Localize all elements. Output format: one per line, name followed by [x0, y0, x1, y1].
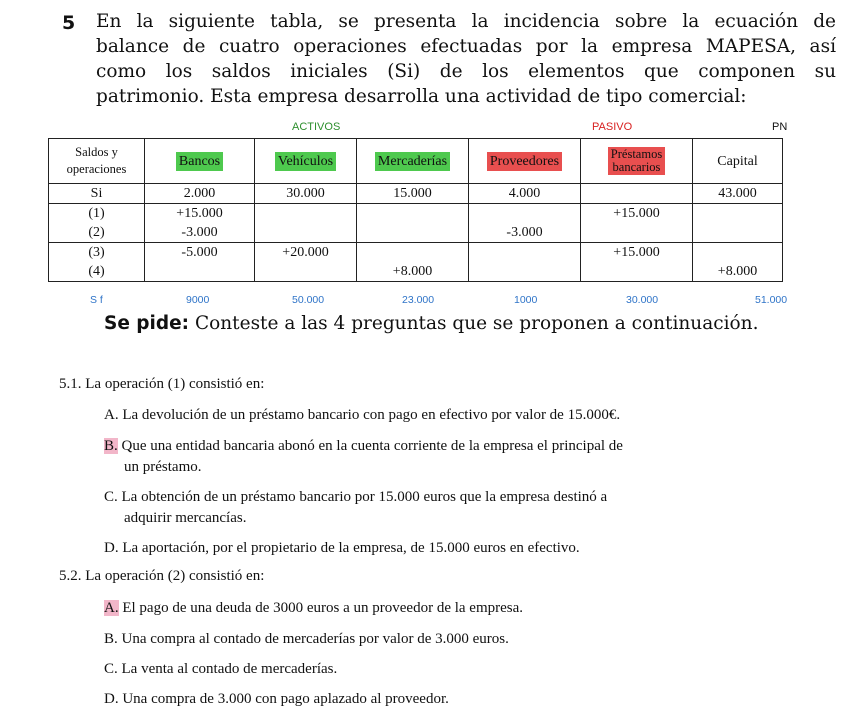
final-balance-label: S f — [90, 294, 103, 306]
table-row — [49, 243, 783, 263]
table-cell — [581, 184, 693, 204]
table-cell: 30.000 — [255, 184, 357, 204]
table-cell: 15.000 — [357, 184, 469, 204]
intro-line: balance de cuatro operaciones efectuadas por la empresa MAPESA, así — [96, 36, 836, 57]
table-cell — [357, 204, 469, 224]
header-bancos — [145, 139, 255, 184]
table-cell: 2.000 — [145, 184, 255, 204]
table-cell — [693, 243, 783, 263]
q52-option-d[interactable] — [104, 689, 449, 710]
group-label-pasivo: PASIVO — [592, 121, 633, 133]
option-letter: A. — [104, 407, 119, 423]
q51-option-b[interactable] — [104, 436, 623, 478]
header-proveedores — [469, 139, 581, 184]
q52-option-b[interactable] — [104, 629, 509, 650]
balance-table — [48, 138, 783, 282]
table-cell: 4.000 — [469, 184, 581, 204]
header-saldos-line1: Saldos y — [75, 145, 118, 159]
table-cell — [255, 223, 357, 243]
group-label-pn: PN — [772, 121, 788, 133]
option-text: La devolución de un préstamo bancario con pago en efectivo por valor de 15.000€. — [122, 407, 621, 423]
table-cell — [693, 223, 783, 243]
table-cell — [357, 243, 469, 263]
header-prestamos-line2: bancarios — [612, 159, 661, 174]
final-balance-value: 9000 — [186, 294, 210, 306]
option-text: La venta al contado de mercaderías. — [121, 661, 338, 677]
q52-option-c[interactable] — [104, 659, 337, 680]
option-letter: C. — [104, 661, 118, 677]
header-prestamos-line1: Préstamos — [610, 146, 663, 161]
header-mercaderias — [357, 139, 469, 184]
option-text: Que una entidad bancaria abonó en la cuenta corriente de la empresa el principal de — [121, 438, 623, 454]
table-row — [49, 184, 783, 204]
instruction — [104, 313, 758, 334]
instruction-bold: Se pide: — [104, 313, 190, 334]
option-letter: C. — [104, 489, 118, 505]
table-row — [49, 262, 783, 282]
q52-title: 5.2. La operación (2) consistió en: — [59, 568, 265, 584]
final-balance-value: 51.000 — [755, 294, 788, 306]
table-cell: +15.000 — [145, 204, 255, 224]
option-text: La obtención de un préstamo bancario por 15.000 euros que la empresa destinó a — [121, 489, 608, 505]
table-cell — [255, 262, 357, 282]
table-row — [49, 223, 783, 243]
option-letter-marked: A. — [104, 600, 119, 616]
final-balance-value: 23.000 — [402, 294, 435, 306]
table-cell — [357, 223, 469, 243]
q52-option-a[interactable] — [104, 598, 523, 619]
table-cell: +20.000 — [255, 243, 357, 263]
option-letter: B. — [104, 631, 118, 647]
table-header-row — [49, 139, 783, 184]
question-intro — [96, 9, 836, 109]
table-cell — [581, 262, 693, 282]
intro-line: como los saldos iniciales (Si) de los elementos que componen su — [96, 61, 836, 82]
header-proveedores-label: Proveedores — [487, 152, 562, 171]
option-letter: D. — [104, 540, 119, 556]
header-capital: Capital — [693, 139, 783, 184]
option-text-cont: adquirir mercancías. — [124, 510, 247, 526]
option-text: Una compra al contado de mercaderías por valor de 3.000 euros. — [121, 631, 509, 647]
q51-option-d[interactable] — [104, 538, 580, 559]
table-cell: +8.000 — [357, 262, 469, 282]
table-cell: +8.000 — [693, 262, 783, 282]
header-saldos — [49, 139, 145, 184]
intro-line: En la siguiente tabla, se presenta la incidencia sobre la ecuación de — [96, 11, 836, 32]
table-cell — [581, 223, 693, 243]
table-cell: -3.000 — [469, 223, 581, 243]
final-balance-value: 50.000 — [292, 294, 325, 306]
option-letter-marked: B. — [104, 438, 118, 454]
final-balance-value: 30.000 — [626, 294, 659, 306]
table-cell: +15.000 — [581, 204, 693, 224]
table-cell — [693, 204, 783, 224]
header-bancos-label: Bancos — [176, 152, 223, 171]
header-prestamos-label — [608, 147, 665, 175]
q51-option-c[interactable] — [104, 487, 607, 529]
question-number: 5 — [62, 12, 76, 34]
table-cell: -3.000 — [145, 223, 255, 243]
q51-option-a[interactable] — [104, 405, 620, 426]
final-balance-value: 1000 — [514, 294, 538, 306]
row-label: (3) — [49, 243, 145, 263]
table-cell — [255, 204, 357, 224]
header-saldos-line2: operaciones — [66, 162, 127, 176]
header-vehiculos — [255, 139, 357, 184]
row-label: Si — [49, 184, 145, 204]
option-text: La aportación, por el propietario de la empresa, de 15.000 euros en efectivo. — [122, 540, 580, 556]
row-label: (1) — [49, 204, 145, 224]
table-cell — [469, 243, 581, 263]
table-cell: -5.000 — [145, 243, 255, 263]
row-label: (2) — [49, 223, 145, 243]
table-cell: 43.000 — [693, 184, 783, 204]
header-vehiculos-label: Vehículos — [275, 152, 336, 171]
header-mercaderias-label: Mercaderías — [375, 152, 450, 171]
q51-title: 5.1. La operación (1) consistió en: — [59, 376, 265, 392]
table-cell — [469, 262, 581, 282]
table-cell — [469, 204, 581, 224]
table-row — [49, 204, 783, 224]
option-text: El pago de una deuda de 3000 euros a un proveedor de la empresa. — [122, 600, 524, 616]
table-cell — [145, 262, 255, 282]
option-letter: D. — [104, 691, 119, 707]
intro-line: patrimonio. Esta empresa desarrolla una actividad de tipo comercial: — [96, 86, 747, 107]
instruction-text: Conteste a las 4 preguntas que se proponen a continuación. — [189, 313, 759, 334]
option-text-cont: un préstamo. — [124, 459, 202, 475]
row-label: (4) — [49, 262, 145, 282]
header-prestamos — [581, 139, 693, 184]
option-text: Una compra de 3.000 con pago aplazado al proveedor. — [122, 691, 449, 707]
table-cell: +15.000 — [581, 243, 693, 263]
group-label-activos: ACTIVOS — [292, 121, 341, 133]
